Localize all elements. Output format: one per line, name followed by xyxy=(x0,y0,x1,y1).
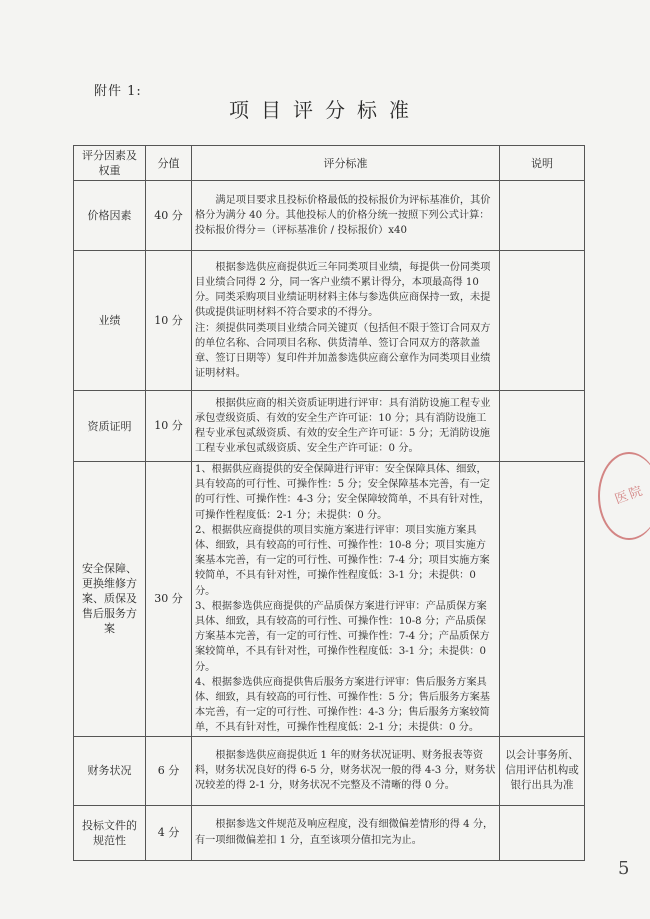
table-row xyxy=(74,805,585,860)
row-factor: 投标文件的规范性 xyxy=(74,805,146,860)
table-row xyxy=(74,181,585,251)
criteria-paragraph: 满足项目要求且投标价格最低的投标报价为评标基准价，其价格分为满分 40 分。其他投标人的价格分统一按照下列公式计算：投标报价得分＝（评标基准价 / 投标报价）x40 xyxy=(195,194,491,237)
row-note xyxy=(500,251,585,391)
header-note: 说明 xyxy=(500,146,585,181)
row-factor: 业绩 xyxy=(74,251,146,391)
criteria-paragraph: 注：须提供同类项目业绩合同关键页（包括但不限于签订合同双方的单位名称、合同项目名称、供货清单、签订合同双方的落款盖章、签订日期等）复印件并加盖参选供应商公章作为同类项目业绩证明材料。 xyxy=(195,322,491,380)
criteria-paragraph: 1、根据供应商提供的安全保障进行评审：安全保障具体、细致，具有较高的可行性、可操作性：5 分；安全保障基本完善，有一定的可行性、可操作性：4-3 分；安全保障较简单，不具有针对性，可操作性程度低：2-1 分；未提供：0 分。 xyxy=(195,464,490,521)
row-points: 6 分 xyxy=(146,736,192,805)
row-note xyxy=(500,181,585,251)
row-points: 4 分 xyxy=(146,805,192,860)
header-factor: 评分因素及权重 xyxy=(74,146,146,181)
table-header-row xyxy=(74,146,585,181)
criteria-paragraph: 根据参选供应商提供近 1 年的财务状况证明、财务报表等资料，财务状况良好的得 6-5 分，财务状况一般的得 4-3 分，财务状况较差的得 2-1 分，财务状况不完整及不清晰的得 0 分。 xyxy=(195,749,496,792)
page-corner-mark: 5 xyxy=(618,858,630,879)
criteria-paragraph: 根据参选文件规范及响应程度，没有细微偏差情形的得 4 分，有一项细微偏差扣 1 分，直至该项分值扣完为止。 xyxy=(195,819,494,846)
row-note xyxy=(500,462,585,737)
scoring-table xyxy=(73,145,585,861)
row-criteria xyxy=(192,251,500,391)
row-criteria xyxy=(192,462,500,737)
row-points: 10 分 xyxy=(146,391,192,462)
row-criteria xyxy=(192,805,500,860)
seal-stamp xyxy=(598,452,650,540)
row-criteria xyxy=(192,181,500,251)
row-factor: 资质证明 xyxy=(74,391,146,462)
header-points: 分值 xyxy=(146,146,192,181)
criteria-paragraph: 根据参选供应商提供近三年同类项目业绩，每提供一份同类项目业绩合同得 2 分，同一客户业绩不累计得分，本项最高得 10 分。同类采购项目业绩证明材料主体与参选供应商保持一致，未提供或提供证明材料不符合要求的不得分。 xyxy=(195,261,491,319)
table-row xyxy=(74,391,585,462)
table-row xyxy=(74,736,585,805)
row-points: 40 分 xyxy=(146,181,192,251)
criteria-paragraph: 3、根据参选供应商提供的产品质保方案进行评审：产品质保方案具体、细致，具有较高的可行性、可操作性：10-8 分；产品质保方案基本完善，有一定的可行性、可操作性：7-4 分；产品质保方案较简单，不具有针对性，可操作性程度低：3-1 分；未提供：0 分。 xyxy=(195,600,490,673)
row-note xyxy=(500,391,585,462)
table-row xyxy=(74,251,585,391)
row-criteria xyxy=(192,391,500,462)
row-factor: 财务状况 xyxy=(74,736,146,805)
attachment-label: 附件 1: xyxy=(94,84,142,99)
row-points: 10 分 xyxy=(146,251,192,391)
criteria-paragraph: 4、根据参选供应商提供售后服务方案进行评审：售后服务方案具体、细致，具有较高的可行性、可操作性：5 分；售后服务方案基本完善，有一定的可行性、可操作性：4-3 分；售后服务方案较简单，不具有针对性，可操作性程度低：2-1 分；未提供：0 分。 xyxy=(195,676,490,734)
row-factor: 安全保障、更换维修方案、质保及售后服务方案 xyxy=(74,462,146,737)
table-row xyxy=(74,462,585,737)
row-points: 30 分 xyxy=(146,462,192,737)
row-factor: 价格因素 xyxy=(74,181,146,251)
criteria-paragraph: 2、根据供应商提供的项目实施方案进行评审：项目实施方案具体、细致，具有较高的可行性、可操作性：10-8 分；项目实施方案基本完善，有一定的可行性、可操作性：7-4 分；项目实施方案较简单，不具有针对性，可操作性程度低：3-1 分；未提供：0 分。 xyxy=(195,524,490,597)
criteria-paragraph: 根据供应商的相关资质证明进行评审：具有消防设施工程专业承包壹级资质、有效的安全生产许可证：10 分；具有消防设施工程专业承包贰级资质、有效的安全生产许可证：5 分；无消防设施工程专业承包贰级资质、安全生产许可证：0 分。 xyxy=(195,397,491,455)
row-note: 以会计事务所、信用评估机构或银行出具为准 xyxy=(500,736,585,805)
row-note xyxy=(500,805,585,860)
row-criteria xyxy=(192,736,500,805)
header-criteria: 评分标准 xyxy=(192,146,500,181)
seal-stamp-text: 医院 xyxy=(613,483,647,508)
page-title: 项目评分标准 xyxy=(229,98,421,122)
